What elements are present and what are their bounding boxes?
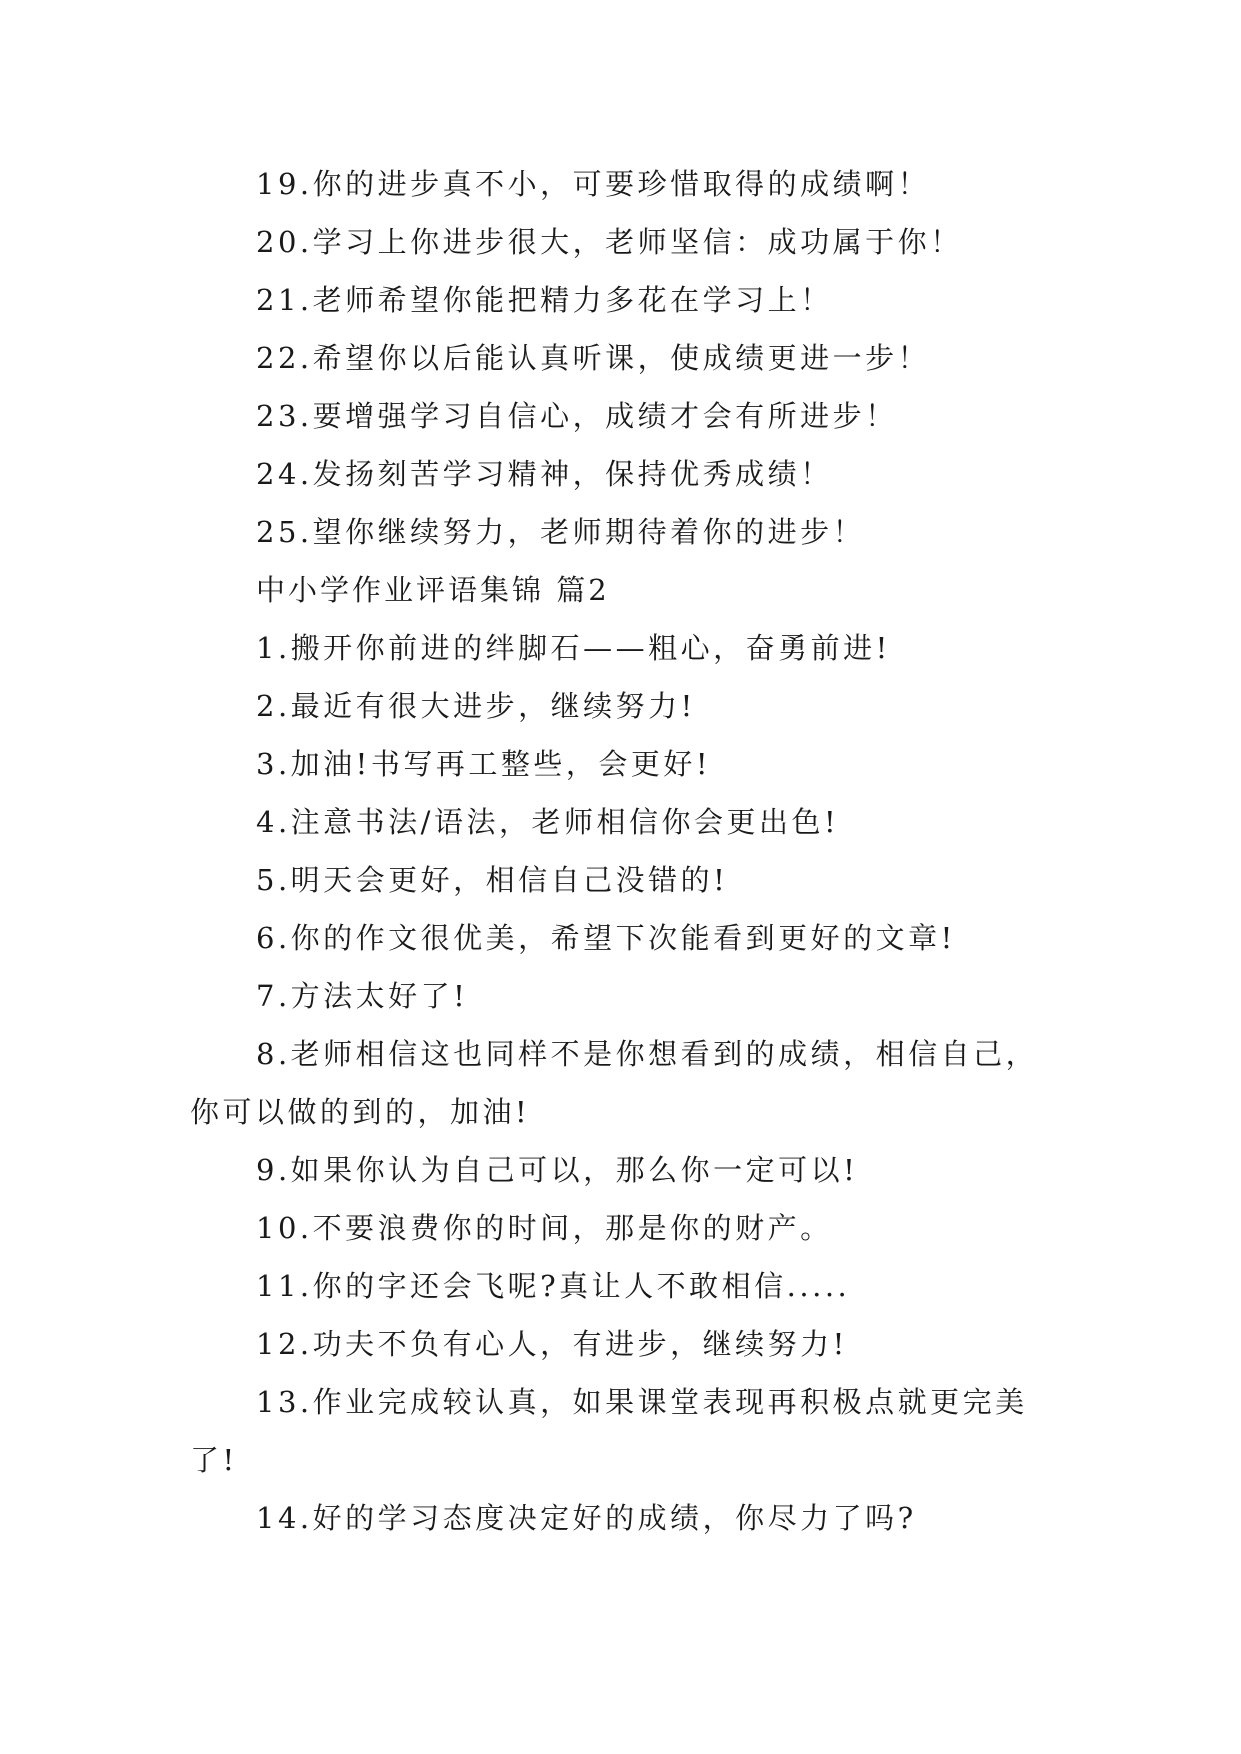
- comment-line-7: 7.方法太好了!: [256, 979, 469, 1013]
- comment-line-25: 25.望你继续努力，老师期待着你的进步！: [256, 515, 866, 549]
- comment-line-13-continued: 了!: [190, 1443, 238, 1477]
- comment-line-14: 14.好的学习态度决定好的成绩，你尽力了吗?: [256, 1501, 917, 1535]
- comment-line-1: 1.搬开你前进的绊脚石——粗心，奋勇前进!: [256, 631, 891, 665]
- comment-line-20: 20.学习上你进步很大，老师坚信：成功属于你！: [256, 225, 963, 259]
- comment-line-4: 4.注意书法/语法，老师相信你会更出色!: [256, 805, 840, 839]
- comment-line-12: 12.功夫不负有心人，有进步，继续努力!: [256, 1327, 848, 1361]
- comment-line-8: 8.老师相信这也同样不是你想看到的成绩，相信自己，: [256, 1037, 1039, 1071]
- comment-line-11: 11.你的字还会飞呢?真让人不敢相信.....: [256, 1269, 851, 1303]
- comment-line-22: 22.希望你以后能认真听课，使成绩更进一步！: [256, 341, 931, 375]
- comment-line-10: 10.不要浪费你的时间，那是你的财产。: [256, 1211, 833, 1245]
- comment-line-23: 23.要增强学习自信心，成绩才会有所进步！: [256, 399, 898, 433]
- comment-line-2: 2.最近有很大进步，继续努力!: [256, 689, 696, 723]
- comment-line-24: 24.发扬刻苦学习精神，保持优秀成绩！: [256, 457, 833, 491]
- comment-line-5: 5.明天会更好，相信自己没错的!: [256, 863, 729, 897]
- comment-line-6: 6.你的作文很优美，希望下次能看到更好的文章!: [256, 921, 956, 955]
- comment-line-13: 13.作业完成较认真，如果课堂表现再积极点就更完美: [256, 1385, 1028, 1419]
- comment-line-8-continued: 你可以做的到的，加油!: [190, 1095, 531, 1129]
- comment-line-21: 21.老师希望你能把精力多花在学习上！: [256, 283, 833, 317]
- section-title: 中小学作业评语集锦 篇2: [256, 573, 610, 607]
- comment-line-19: 19.你的进步真不小，可要珍惜取得的成绩啊！: [256, 167, 931, 201]
- comment-line-9: 9.如果你认为自己可以，那么你一定可以!: [256, 1153, 859, 1187]
- comment-line-3: 3.加油!书写再工整些，会更好!: [256, 747, 711, 781]
